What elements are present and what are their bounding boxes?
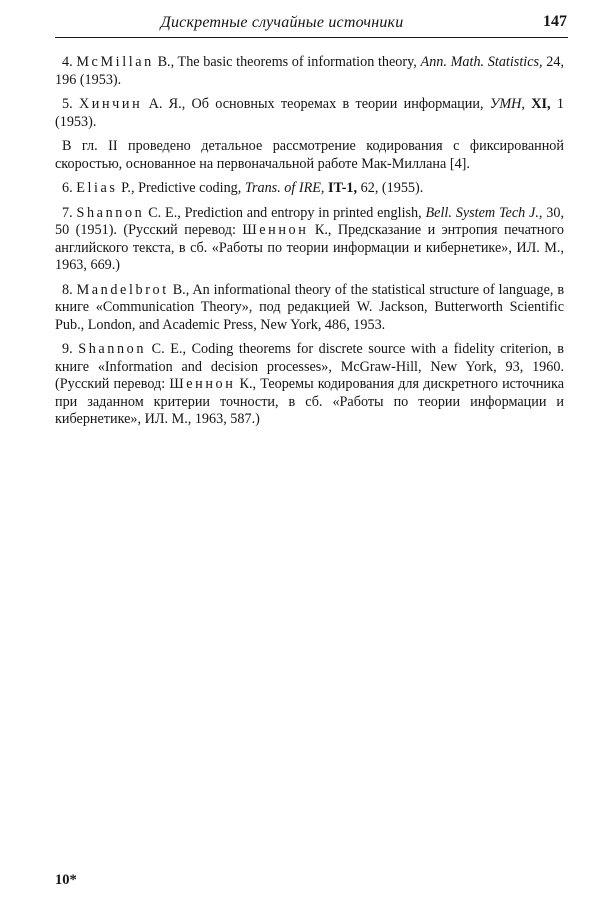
reference-author: Elias: [76, 180, 118, 196]
reference-initials: B.: [157, 54, 171, 70]
reference-number: 6.: [62, 180, 73, 196]
reference-4: [55, 54, 564, 89]
reference-details: 62, (1955).: [357, 180, 424, 196]
reference-author: Хинчин: [78, 96, 143, 112]
header-rule: [55, 37, 568, 38]
reference-details: 24, 196 (1953).: [55, 54, 564, 88]
reference-number: 8.: [62, 281, 73, 298]
page-header: [55, 12, 569, 36]
reference-translation: К., Теоремы кодирования для дискретного источника при заданном критерии точности, в сб. «Работы по теории информации и кибернетике», ИЛ. М., 1963, 587.): [55, 376, 565, 427]
reference-title: , Coding theorems for discrete source with a fidelity criterion, в книге «Information and decision processes», McGraw-Hill, New York, 93, 1960. (Русский перевод:: [55, 341, 564, 392]
reference-details: 30, 50 (1951). (Русский перевод:: [55, 204, 565, 238]
reference-initials: P.: [121, 180, 131, 196]
reference-translation: К., Предсказание и энтропия печатного английского текста, в сб. «Работы по теории информации и кибернетике», ИЛ. М., 1963, 669.): [55, 222, 564, 273]
reference-title: , Об основных теоремах в теории информации,: [181, 96, 490, 112]
reference-title: , The basic theorems of information theory,: [170, 54, 421, 70]
reference-volume: IT-1,: [328, 180, 358, 196]
reference-journal: Bell. System Tech J.,: [425, 204, 543, 221]
reference-number: 4.: [62, 54, 73, 70]
reference-6: [55, 180, 564, 198]
reference-initials: C. E.: [148, 204, 178, 221]
reference-number: 5.: [62, 96, 73, 112]
reference-author: Shannon: [76, 204, 145, 221]
reference-author: Mandelbrot: [76, 281, 169, 298]
reference-number: 9.: [62, 341, 73, 357]
reference-author: Shannon: [78, 341, 147, 357]
running-title: Дискретные случайные источники: [160, 14, 404, 31]
reference-initials: B.: [172, 281, 186, 298]
reference-number: 7.: [62, 204, 73, 221]
reference-journal: Trans. of IRE,: [244, 180, 325, 196]
reference-author: McMillan: [76, 54, 154, 70]
reference-8: [55, 282, 564, 335]
page-number: 147: [543, 13, 567, 30]
reference-comment: В гл. II проведено детальное рассмотрение кодирования с фиксированной скоростью, основанное на первоначальной работе Мак-Миллана [4].: [55, 138, 564, 172]
reference-title: , Prediction and entropy in printed english,: [177, 204, 426, 221]
reference-5: [55, 96, 564, 131]
reference-7: [55, 205, 564, 275]
reference-initials: C. E.: [151, 341, 183, 357]
reference-list: [55, 54, 564, 436]
printer-signature: 10*: [55, 872, 77, 888]
reference-journal: УМН,: [489, 96, 525, 112]
reference-details: 1 (1953).: [55, 96, 564, 130]
reference-translator: Шеннон: [242, 222, 309, 238]
reference-initials: А. Я.: [148, 96, 182, 112]
reference-journal: Ann. Math. Statistics,: [420, 54, 543, 70]
reference-title: , An informational theory of the statistical structure of language, в книге «Communication Theory», под редакцией W. Jackson, Butterworth Scientific Pub., London, and Academic Press, New York, 486, 1953.: [55, 281, 565, 333]
reference-volume: XI,: [531, 96, 551, 112]
reference-title: , Predictive coding,: [130, 180, 245, 196]
reference-9: [55, 341, 564, 429]
reference-translator: Шеннон: [169, 376, 236, 392]
